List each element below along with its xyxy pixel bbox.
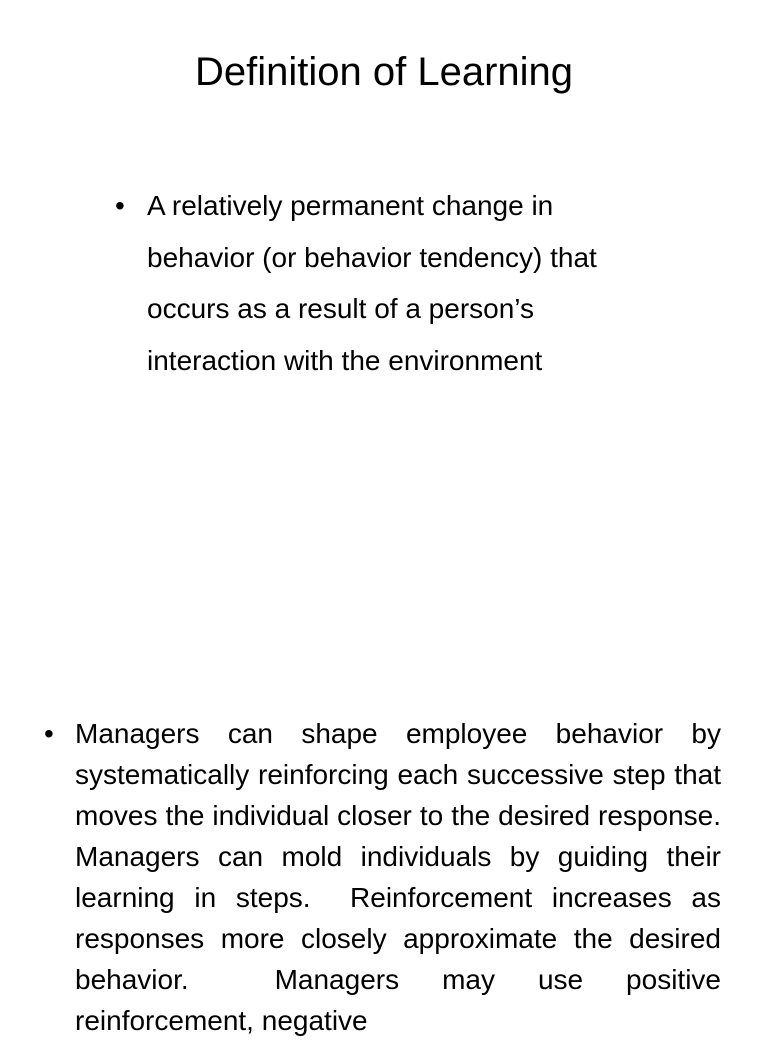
bullet-marker: • [115,190,125,221]
bullet-marker: • [44,718,54,749]
shaping-bullet [44,713,737,1041]
shaping-text: Managers can shape employee behavior by systematically reinforcing each successive step that moves the individual closer to the desired response. Managers can mold individuals by guiding their learning in steps. Reinforcement increases as responses more closely approximate the desired behavior. Managers may use positive reinforcement, negative [75,718,737,1036]
slide-title: Definition of Learning [194,50,574,94]
definition-bullet [115,180,655,386]
definition-text: A relatively permanent change in behavior (or behavior tendency) that occurs as a result of a person’s interaction with the environment [147,190,597,376]
